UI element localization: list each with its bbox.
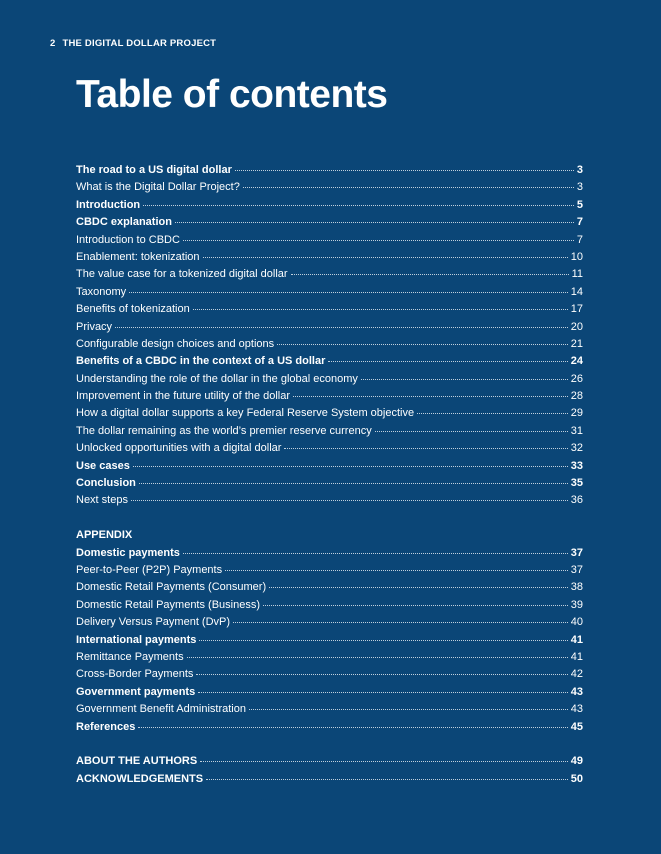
toc-entry[interactable] [76,701,583,718]
toc-entry-page: 3 [576,164,583,176]
toc-entry[interactable] [76,371,583,388]
toc-entry-label: Next steps [76,494,128,507]
dot-leader [233,622,568,623]
toc-entry-label: The road to a US digital dollar [76,164,232,176]
toc-entry-page: 28 [570,390,583,403]
toc-entry[interactable] [76,423,583,440]
toc-spacer [76,510,583,527]
dot-leader [361,379,568,380]
toc-entry-page: 41 [570,633,583,646]
toc-entry-label: Delivery Versus Payment (DvP) [76,616,231,629]
toc-entry-page: 20 [570,320,583,333]
toc-entry-label: Domestic Retail Payments (Business) [76,598,261,611]
toc-entry-page: 10 [570,250,583,263]
toc-entry-label: Unlocked opportunities with a digital dollar [76,442,282,455]
toc-entry[interactable] [76,179,583,196]
toc-entry-label: Government Benefit Administration [76,703,246,716]
toc-entry[interactable] [76,197,583,214]
toc-entry-page: 5 [576,198,583,211]
toc-entry[interactable] [76,684,583,701]
dot-leader [291,274,569,275]
dot-leader [417,413,568,414]
toc-entry-page: 21 [570,337,583,350]
toc-entry[interactable] [76,284,583,301]
toc-entry[interactable] [76,753,583,770]
toc-entry[interactable] [76,249,583,266]
toc-entry-page: 50 [570,772,583,785]
dot-leader [284,448,567,449]
toc-entry[interactable] [76,353,583,370]
appendix-heading: APPENDIX [76,529,133,542]
toc-entry-page: 39 [570,598,583,611]
toc-entry-page: 11 [571,268,583,281]
dot-leader [139,483,568,484]
toc-entry[interactable] [76,579,583,596]
toc-entry-page: 43 [570,703,583,716]
toc-entry-page: 45 [570,720,583,733]
toc-entry-label: Cross-Border Payments [76,668,194,681]
toc-entry-label: References [76,720,136,733]
toc-entry-page: 37 [570,546,583,559]
toc-entry[interactable] [76,771,583,788]
toc-spacer [76,736,583,753]
toc-entry-label: Benefits of a CBDC in the context of a US dollar [76,355,326,368]
toc-entry-label: Domestic Retail Payments (Consumer) [76,581,267,594]
dot-leader [183,240,574,241]
toc-entry[interactable] [76,666,583,683]
toc-entry-page: 43 [570,685,583,698]
dot-leader [183,553,568,554]
toc-entry[interactable] [76,545,583,562]
running-header [50,38,216,49]
dot-leader [193,309,568,310]
toc-entry-label: Understanding the role of the dollar in the global economy [76,372,358,385]
toc-entry-label: What is the Digital Dollar Project? [76,181,240,194]
dot-leader [196,674,567,675]
toc-appendix-section [76,545,583,736]
dot-leader [187,657,568,658]
toc-entry[interactable] [76,475,583,492]
header-page-number: 2 [50,38,56,49]
dot-leader [243,187,574,188]
toc-entry-label: Privacy [76,320,113,333]
toc-entry-label: Benefits of tokenization [76,303,190,316]
toc-entry-label: Remittance Payments [76,650,184,663]
toc-entry[interactable] [76,614,583,631]
toc-entry-page: 49 [570,755,583,768]
toc-entry[interactable] [76,232,583,249]
toc-entry-page: 26 [570,372,583,385]
page-title: Table of contents [76,73,388,116]
toc-entry-page: 7 [576,216,583,229]
toc-entry-label: ABOUT THE AUTHORS [76,755,198,768]
toc-entry-page: 38 [570,581,583,594]
toc-entry[interactable] [76,492,583,509]
dot-leader [263,605,568,606]
dot-leader [203,257,568,258]
dot-leader [200,761,568,762]
toc-entry[interactable] [76,719,583,736]
toc-entry-page: 24 [570,355,583,368]
toc-entry-label: Use cases [76,459,130,472]
toc-back-matter-section [76,753,583,788]
toc-entry-label: Peer-to-Peer (P2P) Payments [76,563,223,576]
toc-entry-label: Conclusion [76,477,136,490]
toc-main-section [76,162,583,510]
toc-entry[interactable] [76,162,583,179]
dot-leader [293,396,568,397]
toc-entry-page: 29 [570,407,583,420]
toc-entry-page: 31 [570,424,583,437]
dot-leader [206,779,568,780]
toc-entry-page: 37 [570,563,583,576]
dot-leader [277,344,568,345]
toc-entry-label: Domestic payments [76,546,180,559]
dot-leader [133,466,568,467]
toc-entry[interactable] [76,266,583,283]
toc-entry-label: The dollar remaining as the world’s premier reserve currency [76,424,372,437]
toc-entry-label: Taxonomy [76,285,127,298]
toc-entry-label: Improvement in the future utility of the dollar [76,390,290,403]
dot-leader [235,170,574,171]
dot-leader [249,709,568,710]
toc-entry[interactable] [76,458,583,475]
dot-leader [131,500,568,501]
toc-entry-label: CBDC explanation [76,216,172,229]
dot-leader [328,361,567,362]
dot-leader [115,327,568,328]
toc-entry-page: 17 [570,303,583,316]
toc-entry[interactable] [76,336,583,353]
dot-leader [138,727,567,728]
dot-leader [375,431,568,432]
table-of-contents [76,162,583,788]
toc-entry[interactable] [76,388,583,405]
toc-entry-page: 32 [570,442,583,455]
toc-entry-label: How a digital dollar supports a key Federal Reserve System objective [76,407,415,420]
toc-entry[interactable] [76,319,583,336]
toc-entry[interactable] [76,597,583,614]
toc-entry-label: The value case for a tokenized digital dollar [76,268,288,281]
toc-entry-page: 35 [570,477,583,490]
toc-entry[interactable] [76,214,583,231]
dot-leader [225,570,568,571]
dot-leader [129,292,568,293]
toc-entry-label: Configurable design choices and options [76,337,275,350]
toc-entry-page: 36 [570,494,583,507]
dot-leader [269,587,568,588]
dot-leader [198,692,568,693]
header-running-title: THE DIGITAL DOLLAR PROJECT [62,38,217,49]
toc-entry-page: 14 [570,285,583,298]
toc-entry-label: Enablement: tokenization [76,250,200,263]
toc-entry-label: Introduction [76,198,141,211]
toc-entry-page: 41 [570,650,583,663]
toc-entry-page: 33 [570,459,583,472]
toc-entry[interactable] [76,562,583,579]
toc-entry-label: Government payments [76,685,196,698]
toc-entry[interactable] [76,632,583,649]
dot-leader [175,222,574,223]
toc-entry-label: ACKNOWLEDGEMENTS [76,772,204,785]
toc-entry-page: 3 [576,181,583,194]
dot-leader [143,205,574,206]
toc-entry[interactable] [76,440,583,457]
toc-entry[interactable] [76,301,583,318]
toc-entry-page: 40 [570,616,583,629]
dot-leader [199,640,567,641]
toc-entry-page: 7 [576,233,583,246]
toc-entry-label: International payments [76,633,197,646]
toc-entry[interactable] [76,405,583,422]
toc-entry[interactable] [76,649,583,666]
toc-entry-label: Introduction to CBDC [76,233,180,246]
toc-entry-page: 42 [570,668,583,681]
